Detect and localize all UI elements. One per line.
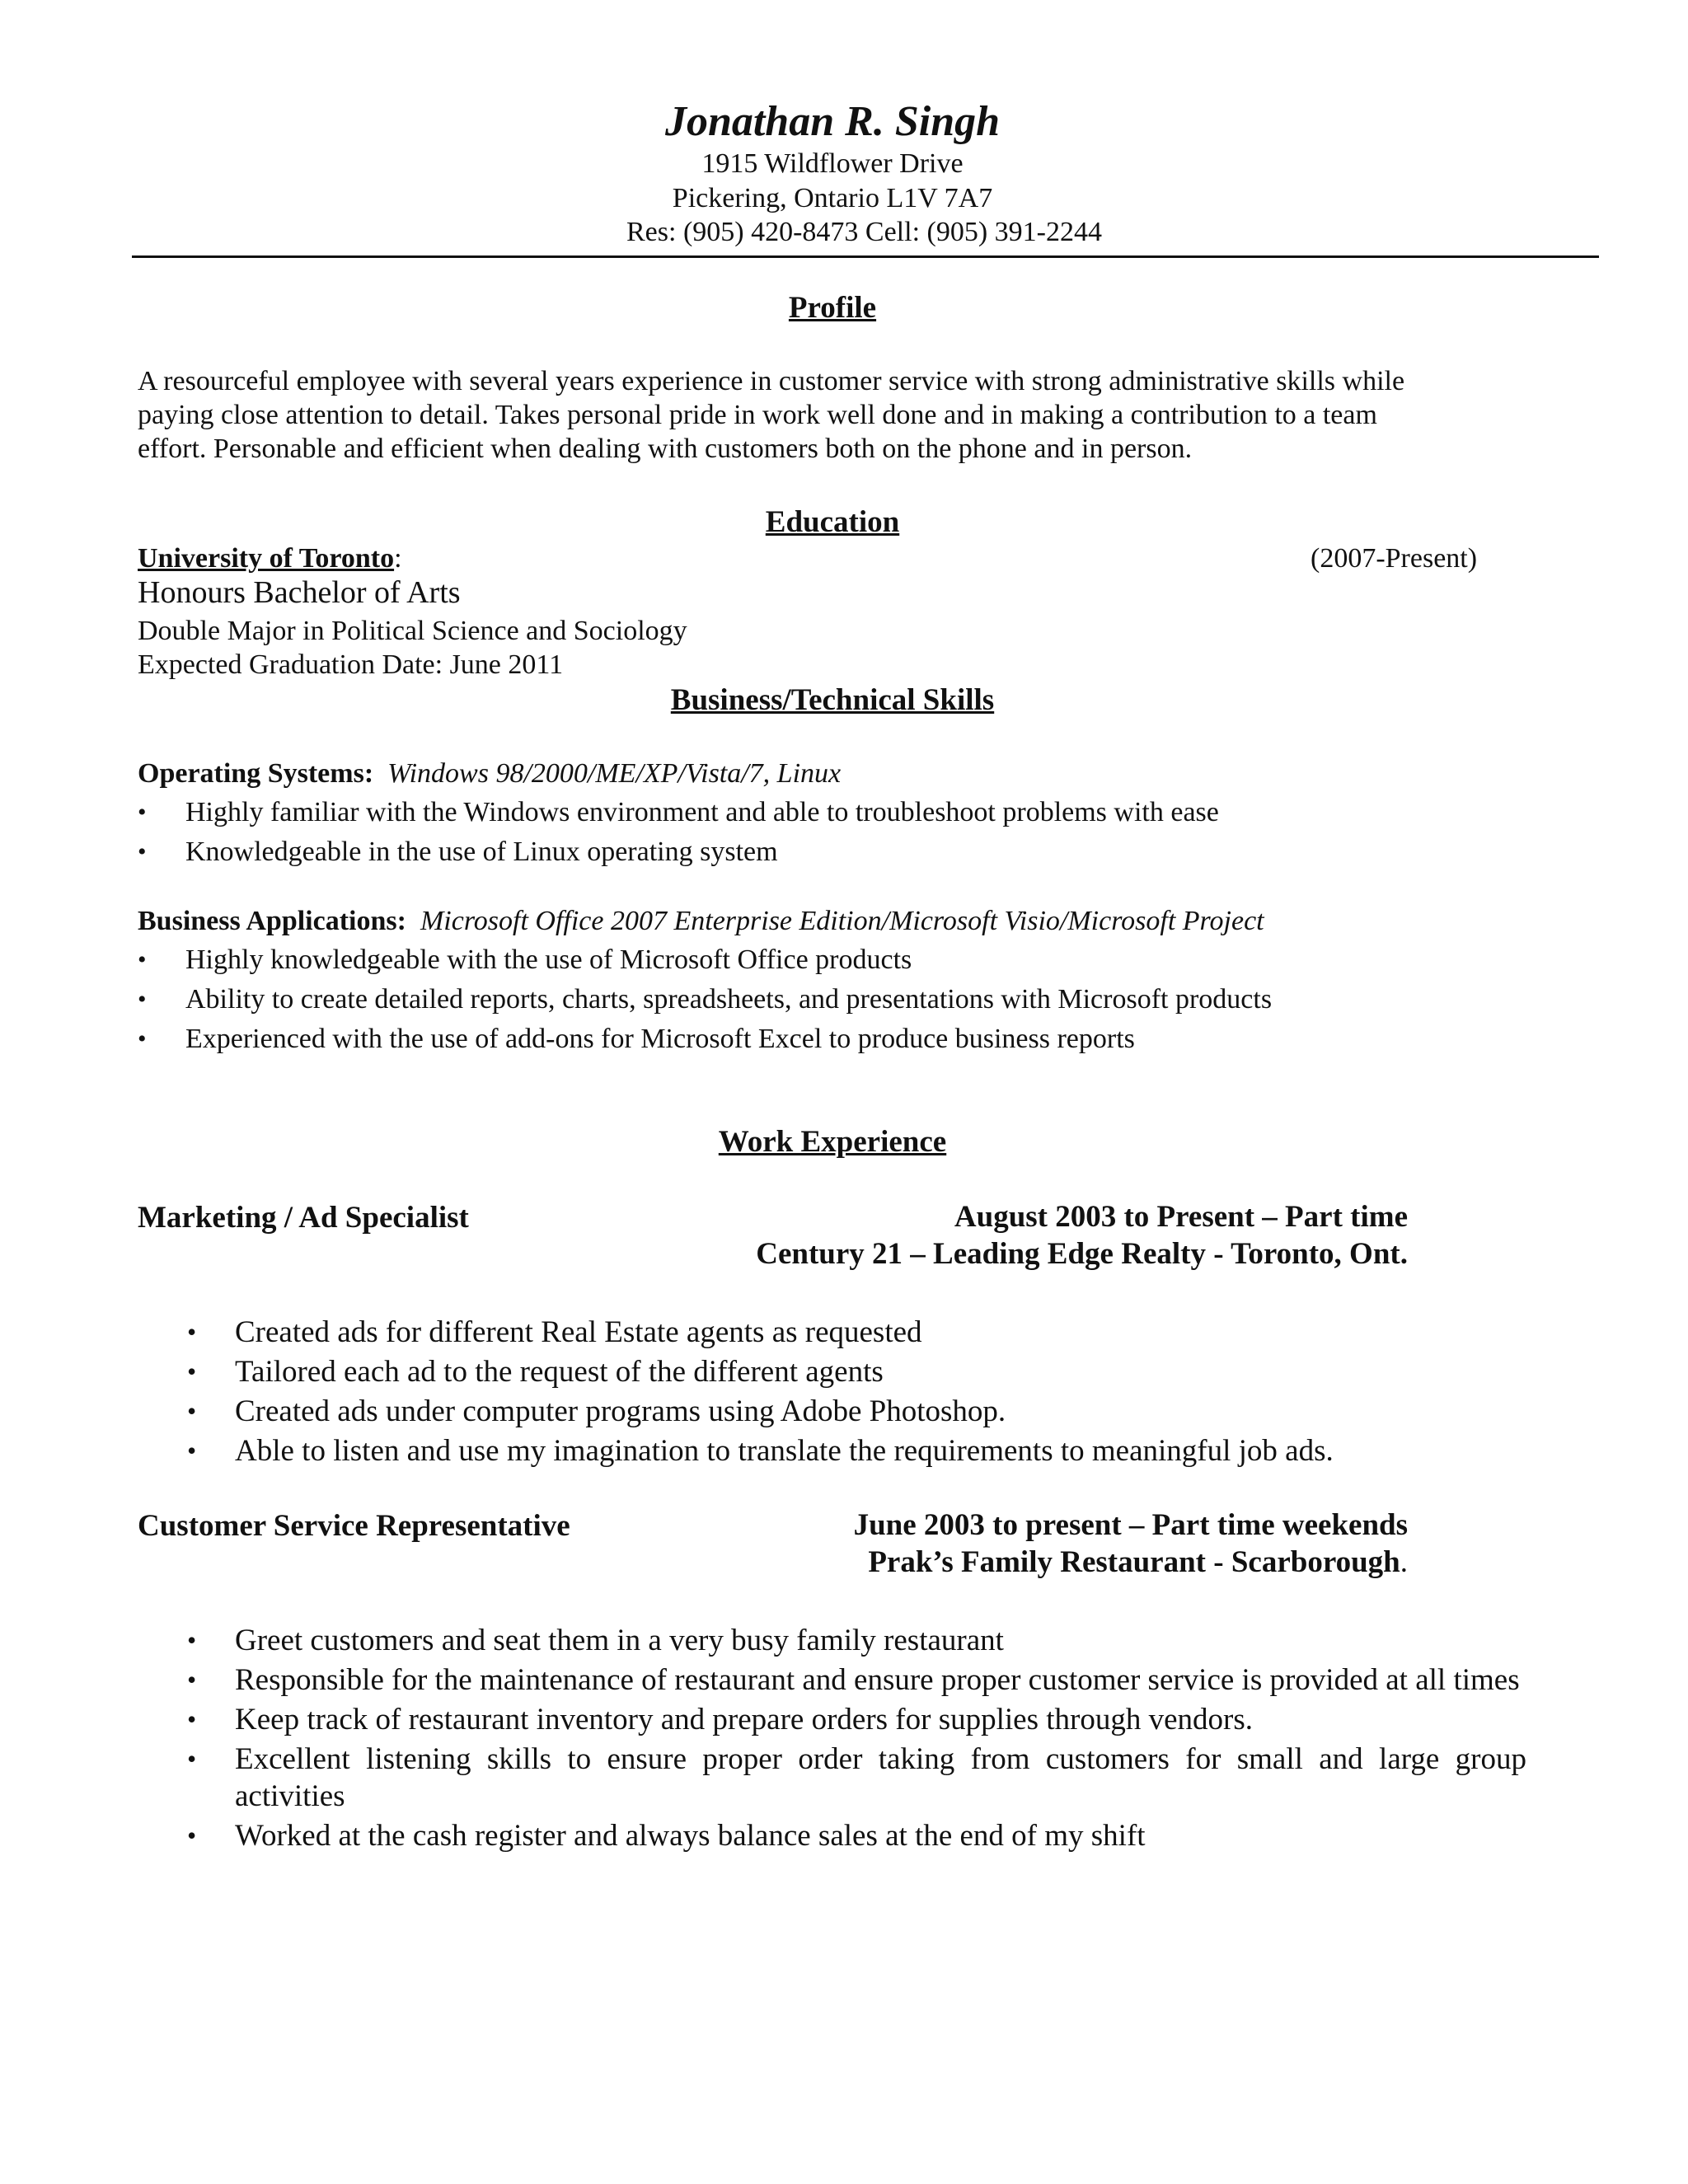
job-dates: August 2003 to Present – Part time bbox=[954, 1200, 1408, 1234]
major: Double Major in Political Science and Sociology bbox=[138, 616, 687, 646]
job-dates: June 2003 to present – Part time weekends bbox=[853, 1508, 1408, 1542]
header-divider bbox=[132, 255, 1599, 258]
school-name: University of Toronto bbox=[138, 543, 395, 574]
job-employer-suffix: . bbox=[1400, 1545, 1408, 1579]
graduation-date: Expected Graduation Date: June 2011 bbox=[138, 649, 564, 680]
os-value: Windows 98/2000/ME/XP/Vista/7, Linux bbox=[387, 758, 842, 789]
job-meta bbox=[756, 1198, 1408, 1272]
list-item: • Highly knowledgeable with the use of Microsoft Office products bbox=[138, 940, 1272, 980]
list-item: • Keep track of restaurant inventory and prepare orders for supplies through vendors. bbox=[187, 1701, 1526, 1738]
skills-heading: Business/Technical Skills bbox=[670, 683, 995, 717]
job-title: Marketing / Ad Specialist bbox=[138, 1201, 469, 1235]
phone-numbers: Res: (905) 420-8473 Cell: (905) 391-2244 bbox=[626, 217, 1102, 247]
job-employer-line bbox=[854, 1544, 1408, 1581]
apps-label: Business Applications: bbox=[138, 906, 406, 936]
list-item: • Created ads under computer programs using Adobe Photoshop. bbox=[187, 1393, 1526, 1430]
work-heading: Work Experience bbox=[718, 1125, 947, 1159]
list-item: • Experienced with the use of add-ons for Microsoft Excel to produce business reports bbox=[138, 1019, 1272, 1059]
apps-bullet-list bbox=[138, 940, 1272, 1059]
degree: Honours Bachelor of Arts bbox=[138, 575, 461, 610]
os-skill-line bbox=[138, 757, 841, 790]
apps-value: Microsoft Office 2007 Enterprise Edition/Microsoft Visio/Microsoft Project bbox=[420, 906, 1264, 936]
os-bullet-list bbox=[138, 793, 1219, 872]
job-employer-line bbox=[756, 1235, 1408, 1272]
list-item: • Excellent listening skills to ensure proper order taking from customers for small and large group activities bbox=[187, 1741, 1526, 1815]
job-meta bbox=[854, 1507, 1408, 1581]
list-item: • Greet customers and seat them in a very busy family restaurant bbox=[187, 1622, 1526, 1659]
profile-heading: Profile bbox=[788, 291, 877, 325]
profile-line: A resourceful employee with several years experience in customer service with strong administrative skills while bbox=[138, 366, 1405, 396]
education-school-line bbox=[138, 541, 402, 575]
apps-skill-line bbox=[138, 904, 1264, 938]
job-bullet-list bbox=[187, 1314, 1526, 1472]
address-line-1: 1915 Wildflower Drive bbox=[701, 148, 964, 179]
profile-paragraph bbox=[138, 364, 1539, 466]
list-item: • Highly familiar with the Windows environment and able to troubleshoot problems with ease bbox=[138, 793, 1219, 832]
job-bullet-list bbox=[187, 1622, 1526, 1857]
education-dates: (2007-Present) bbox=[1311, 543, 1478, 574]
list-item: • Ability to create detailed reports, charts, spreadsheets, and presentations with Microsoft products bbox=[138, 980, 1272, 1019]
address-line-2: Pickering, Ontario L1V 7A7 bbox=[672, 183, 993, 213]
education-heading: Education bbox=[765, 505, 900, 539]
job-title: Customer Service Representative bbox=[138, 1509, 570, 1543]
list-item: • Responsible for the maintenance of restaurant and ensure proper customer service is provided at all times bbox=[187, 1661, 1526, 1699]
list-item: • Able to listen and use my imagination to translate the requirements to meaningful job ads. bbox=[187, 1432, 1526, 1469]
school-colon: : bbox=[394, 543, 402, 574]
list-item: • Worked at the cash register and always balance sales at the end of my shift bbox=[187, 1817, 1526, 1854]
os-label: Operating Systems: bbox=[138, 758, 374, 789]
list-item: • Created ads for different Real Estate agents as requested bbox=[187, 1314, 1526, 1351]
profile-line: effort. Personable and efficient when dealing with customers both on the phone and in person. bbox=[138, 434, 1193, 464]
profile-line: paying close attention to detail. Takes personal pride in work well done and in making a contribution to a team bbox=[138, 400, 1377, 430]
list-item: • Knowledgeable in the use of Linux operating system bbox=[138, 832, 1219, 872]
list-item: • Tailored each ad to the request of the different agents bbox=[187, 1353, 1526, 1390]
job-employer: Century 21 – Leading Edge Realty - Toronto, Ont. bbox=[756, 1237, 1408, 1271]
candidate-name: Jonathan R. Singh bbox=[664, 98, 1001, 145]
job-employer: Prak’s Family Restaurant - Scarborough bbox=[868, 1545, 1400, 1579]
